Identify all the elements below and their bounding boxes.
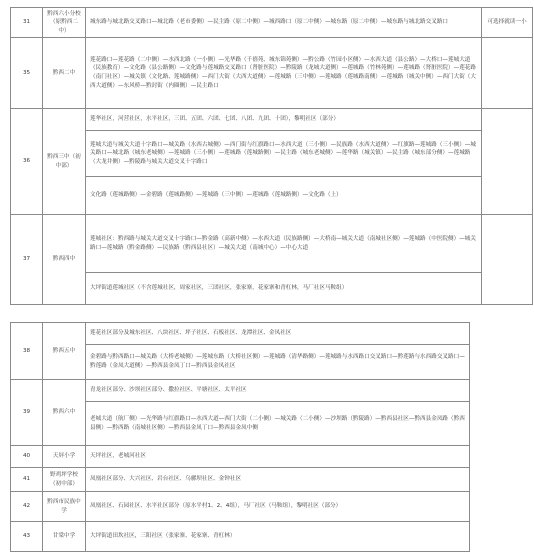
enrollment-area: 青龙社区部分、沙坝社区部分、撒拉社区、平塘社区、太平社区 bbox=[86, 380, 470, 402]
row-number: 43 bbox=[11, 522, 43, 552]
table-row bbox=[11, 177, 533, 215]
remark bbox=[482, 109, 533, 215]
table-row bbox=[11, 468, 470, 492]
school-name: 黔西六中 bbox=[43, 380, 86, 446]
enrollment-area: 凤凰社区部分、大兴社区、岩台社区、乌骡坝社区、金钟社区 bbox=[86, 468, 470, 492]
school-name: 黔西四中 bbox=[43, 215, 86, 305]
enrollment-area: 城东路与城北路交叉路口—城北路（老市委侧）—民主路（原二中侧）—城西路口（原二中侧）—城东路（原二中侧）—城东路与城北路交叉路口 bbox=[86, 8, 482, 38]
enrollment-area: 老城大道（航厂侧）—光华路与红旗路口—水西大道—西门大街（二小侧）—城关路（二小侧）—沙坝路（黔陵路）—黔西县社区—黔西县金凤路（黔西县侧）—黔西路（南城社区侧）—黔西县金凤丁口—黔西县金凤中侧 bbox=[86, 402, 470, 446]
row-number: 36 bbox=[11, 109, 43, 215]
zoning-table-lower bbox=[10, 322, 470, 552]
zoning-table-upper bbox=[10, 7, 533, 305]
row-number: 40 bbox=[11, 446, 43, 468]
table-row bbox=[11, 446, 470, 468]
school-name: 黔西二中 bbox=[43, 38, 86, 109]
enrollment-area: 天坪社区，老城河社区 bbox=[86, 446, 470, 468]
school-name: 天屏小学 bbox=[43, 446, 86, 468]
enrollment-area: 金碧路与黔西路口—城关路（大桥老城侧）—莲城东路（大桥社区侧）—莲城路（清华路侧）—莲城路与水西路口交叉路口—黔莲路与水西路交叉路口—黔莲路（金凤大道侧）—黔西县金凤丁口—黔西县金凤社区 bbox=[86, 345, 470, 380]
enrollment-area: 莲花社区部分及城东社区、八块社区、坪子社区、石板社区、龙潭社区、金凤社区 bbox=[86, 323, 470, 345]
enrollment-area: 大坪街道田坎社区，三阳社区（张家寨、花家寨、青杠林） bbox=[86, 522, 470, 552]
table-row bbox=[11, 273, 533, 305]
table-row bbox=[11, 522, 470, 552]
enrollment-area: 凤凰社区、石园社区、水平社区部分（原水平村1、2、4组），马厂社区（马鞍组），黎明社区（部分） bbox=[86, 492, 470, 522]
school-name: 野鸡坪学校（初中部） bbox=[43, 468, 86, 492]
row-number: 31 bbox=[11, 8, 43, 38]
enrollment-area: 莲华社区，河营社区，水平社区，三团、五团、六团、七团、八团、九团、十团），黎明社区（部分） bbox=[86, 109, 482, 131]
remark bbox=[482, 38, 533, 109]
school-name: 黔西市民族中学 bbox=[43, 492, 86, 522]
table-row bbox=[11, 131, 533, 177]
table-row bbox=[11, 8, 533, 38]
enrollment-area: 莲花路口—莲花路（二中侧）—水西北路（一小侧）—光华路（千禧苑、城东锦苑侧）—黔公路（竹园小区侧）—水西大道（县公路）—大桥口—莲城大道（民族教育）—文化路（县公路侧）—文化路与莲城路交叉路口（肾脏医院）—黔陵路（龙城大道侧）—莲城路（竹林苑侧）—莲城路（肾脏医院）—莲花路（南门社区）—城关镇（文化路、莲城路侧）—西门大街（大西大道侧）—莲城路（三中侧）—莲城路（莲城路南侧）—莲城路（城关中侧）—西门大街（大西大道侧）—东风桥—黔封街（内圈侧）—民主路口 bbox=[86, 38, 482, 109]
row-number: 39 bbox=[11, 380, 43, 446]
enrollment-area: 莲城大道与城关大道十字路口—城关路（水西古城侧）—西门街与红旗路口—水西大道（三小侧）—民族路（水西大道侧）—红旗路—莲城路（三小侧）—城关路口—城北路（城东老城侧）—莲城路（三小侧）—莲城路（莲城路侧）—民主路（城东老城侧）—莲华路（城关镇）—民主路（城东部分侧）—莲城路（大龙井侧）—黔陵路与城关大道交叉十字路口 bbox=[86, 131, 482, 177]
table-row bbox=[11, 109, 533, 131]
table-row bbox=[11, 38, 533, 109]
school-name: 甘棠中学 bbox=[43, 522, 86, 552]
school-name: 黔西六小分校（原黔西二中） bbox=[43, 8, 86, 38]
enrollment-area: 莲城社区：黔西路与城关大道交叉十字路口—黔金路（高新中侧）—水西大道（民族路侧）—大桥南—城关大道（南城社区侧）—莲城路（中医院侧）—城关路口—莲城路（黔金路侧）—民族路（黔西县社区）—城关大道（南城中心）—中心大道 bbox=[86, 215, 482, 273]
school-name: 黔西五中 bbox=[43, 323, 86, 380]
remark bbox=[482, 215, 533, 305]
table-row bbox=[11, 492, 470, 522]
row-number: 35 bbox=[11, 38, 43, 109]
remark: 可选择就读一小 bbox=[482, 8, 533, 38]
enrollment-area: 大坪街道莲城社区（不含莲城社区，周家社区，三团社区，张家寨，花家寨和青杠林，马厂社区马鞍组） bbox=[86, 273, 482, 305]
row-number: 42 bbox=[11, 492, 43, 522]
row-number: 37 bbox=[11, 215, 43, 305]
row-number: 41 bbox=[11, 468, 43, 492]
table-row bbox=[11, 323, 470, 345]
row-number: 38 bbox=[11, 323, 43, 380]
table-row bbox=[11, 215, 533, 273]
enrollment-area: 文化路（莲城路侧）—金碧路（莲城路侧）—莲城路（三中侧）—莲城路（莲城路侧）—文化路（上） bbox=[86, 177, 482, 215]
school-name: 黔西三中（初中部） bbox=[43, 109, 86, 215]
table-row bbox=[11, 380, 470, 402]
